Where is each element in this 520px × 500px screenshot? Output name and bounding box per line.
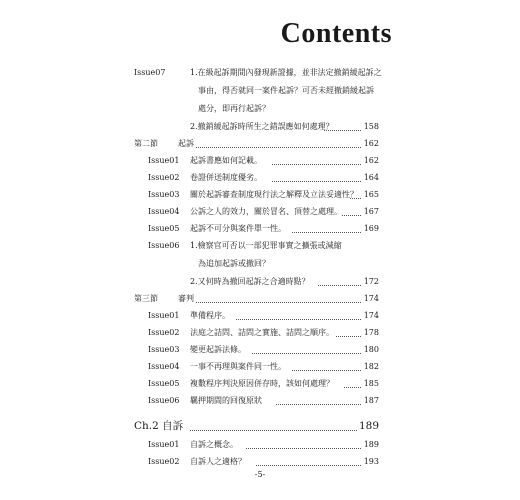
toc-label: Issue02 bbox=[148, 328, 180, 337]
toc-label: Issue01 bbox=[148, 156, 180, 165]
toc-label: Issue06 bbox=[148, 241, 180, 250]
toc-text: 羈押期間的回復原狀 bbox=[190, 396, 262, 405]
toc-entry bbox=[0, 221, 379, 236]
toc-leader bbox=[272, 166, 361, 182]
toc-leader bbox=[272, 149, 361, 165]
toc-leader bbox=[324, 115, 361, 131]
toc-page: 189 bbox=[358, 420, 379, 432]
toc-text: 審判 bbox=[178, 294, 194, 303]
toc-text: 複數程序判決原因併存時，該如何處理？ bbox=[190, 379, 334, 388]
toc-label: Issue05 bbox=[148, 224, 180, 233]
toc-label: Issue03 bbox=[148, 345, 180, 354]
toc-page: 187 bbox=[363, 396, 379, 405]
toc-label: Issue01 bbox=[148, 311, 180, 320]
page-title: Contents bbox=[280, 18, 392, 49]
toc-leader bbox=[196, 132, 361, 148]
toc-page: 180 bbox=[363, 345, 379, 354]
toc-page: 165 bbox=[363, 190, 379, 199]
toc-text: 1.檢察官可否以一部犯罪事實之擴張或減縮 bbox=[190, 241, 342, 250]
toc-page: 182 bbox=[363, 362, 379, 371]
toc-page: 169 bbox=[363, 224, 379, 233]
toc-text: 自訴之概念。 bbox=[190, 440, 238, 449]
toc-text: 1.在級起訴期間內發現新證據，並非法定撤銷緩起訴之 bbox=[190, 68, 382, 77]
toc-text: 關於起訴審查制度現行法之解釋及立法妥適性？ bbox=[190, 190, 358, 199]
toc-text: 起訴不可分與案件單一性。 bbox=[190, 224, 286, 233]
toc-entry bbox=[0, 418, 379, 434]
toc-text: 起訴書應如何記載。 bbox=[190, 156, 262, 165]
toc-leader bbox=[344, 372, 361, 388]
page-number: -5- bbox=[254, 470, 266, 479]
toc-entry bbox=[0, 393, 379, 408]
toc-leader bbox=[318, 270, 361, 286]
toc-leader bbox=[246, 433, 361, 449]
toc-text: 一事不再理與案件同一性。 bbox=[190, 362, 286, 371]
toc-label: Issue06 bbox=[148, 396, 180, 405]
toc-leader bbox=[252, 338, 361, 354]
toc-text: 變更起訴法條。 bbox=[190, 345, 246, 354]
toc-label: Ch.2 自訴 bbox=[134, 420, 184, 432]
toc-page: 174 bbox=[363, 311, 379, 320]
toc-text: 準備程序。 bbox=[190, 311, 230, 320]
toc-text: 公訴之人的效力，關於冒名、頂替之處理。 bbox=[190, 207, 342, 216]
toc-page: 189 bbox=[363, 440, 379, 449]
toc-page: 164 bbox=[363, 173, 379, 182]
toc-label: Issue02 bbox=[148, 173, 180, 182]
toc-text: 事由，得否就同一案件起訴？可否未經撤銷緩起訴 bbox=[198, 86, 374, 95]
toc-text: 處分，即再行起訴？ bbox=[198, 104, 270, 113]
toc-leader bbox=[196, 287, 361, 303]
toc-page: 193 bbox=[363, 457, 379, 466]
toc-page: 162 bbox=[363, 139, 379, 148]
toc-label: Issue03 bbox=[148, 190, 180, 199]
toc-label: Issue01 bbox=[148, 440, 180, 449]
toc-text: 2.撤銷緩起訴時所生之錯誤應如何處理？ bbox=[190, 122, 334, 131]
toc-entry bbox=[0, 359, 379, 374]
toc-label: Issue04 bbox=[148, 207, 180, 216]
toc-text: 自訴人之適格？ bbox=[190, 457, 246, 466]
toc-leader bbox=[236, 304, 361, 320]
toc-page: 172 bbox=[363, 277, 379, 286]
toc-label: Issue04 bbox=[148, 362, 180, 371]
toc-label: Issue02 bbox=[148, 457, 180, 466]
toc-leader bbox=[256, 450, 361, 466]
toc-page: 185 bbox=[363, 379, 379, 388]
toc-leader bbox=[336, 321, 361, 337]
toc-leader bbox=[276, 389, 361, 405]
toc-leader bbox=[190, 414, 357, 431]
toc-leader bbox=[292, 355, 361, 371]
toc-label: 第三節 bbox=[134, 294, 158, 303]
toc-text: 為追加起訴或撤回？ bbox=[198, 259, 270, 268]
toc-leader bbox=[342, 200, 361, 216]
toc-leader bbox=[350, 183, 361, 199]
toc-text: 法庭之詰問、詰問之實施、詰問之順序。 bbox=[190, 328, 334, 337]
toc-text: 起訴 bbox=[178, 139, 194, 148]
toc-text: 卷證併送制度優劣。 bbox=[190, 173, 262, 182]
toc-text: 2.又何時為撤回起訴之合適時點？ bbox=[190, 277, 310, 286]
toc-entry bbox=[0, 187, 379, 202]
toc-page: 167 bbox=[363, 207, 379, 216]
toc-entry bbox=[0, 454, 379, 469]
toc-page: 174 bbox=[363, 294, 379, 303]
toc-label: Issue05 bbox=[148, 379, 180, 388]
toc-label: Issue07 bbox=[134, 68, 166, 77]
toc-page: 162 bbox=[363, 156, 379, 165]
toc-entry bbox=[0, 170, 379, 185]
toc-label: 第二節 bbox=[134, 139, 158, 148]
toc-entry bbox=[0, 308, 379, 323]
toc-page: 158 bbox=[363, 122, 379, 131]
toc-leader bbox=[292, 217, 361, 233]
toc-page: 178 bbox=[363, 328, 379, 337]
